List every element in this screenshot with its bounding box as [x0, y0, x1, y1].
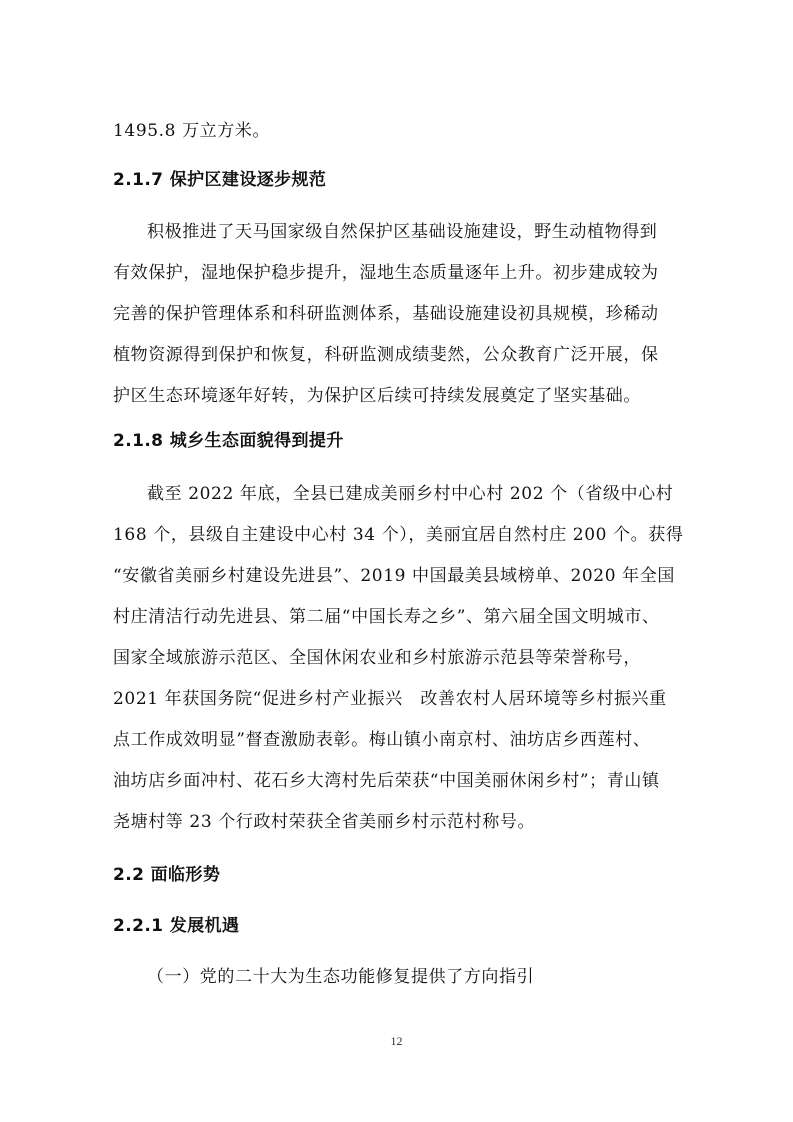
text-line: 国家全域旅游示范区、全国休闲农业和乡村旅游示范县等荣誉称号， [113, 648, 641, 668]
text-line: 积极推进了天马国家级自然保护区基础设施建设，野生动植物得到 [147, 222, 658, 242]
section-heading-2-2: 2.2 面临形势 [113, 865, 221, 885]
text-line: 植物资源得到保护和恢复，科研监测成绩斐然，公众教育广泛开展，保 [113, 345, 659, 365]
text-line: 村庄清洁行动先进县、第二届“中国长寿之乡”、第六届全国文明城市、 [113, 607, 660, 627]
text-line: “安徽省美丽乡村建设先进县”、2019 中国最美县域榜单、2020 年全国 [113, 566, 675, 586]
text-line: 有效保护，湿地保护稳步提升，湿地生态质量逐年上升。初步建成较为 [113, 263, 659, 283]
section-heading-2-1-7: 2.1.7 保护区建设逐步规范 [113, 170, 327, 190]
section-heading-2-1-8: 2.1.8 城乡生态面貌得到提升 [113, 431, 344, 451]
section-heading-2-2-1: 2.2.1 发展机遇 [113, 916, 240, 936]
text-line: 护区生态环境逐年好转，为保护区后续可持续发展奠定了坚实基础。 [113, 386, 641, 406]
page-number: 12 [390, 1034, 403, 1048]
text-line: 168 个，县级自主建设中心村 34 个），美丽宜居自然村庄 200 个。获得 [113, 525, 684, 545]
text-line: 油坊店乡面冲村、花石乡大湾村先后荣获“中国美丽休闲乡村”；青山镇 [113, 771, 660, 791]
text-line: 尧塘村等 23 个行政村荣获全省美丽乡村示范村称号。 [113, 812, 536, 832]
text-line: 截至 2022 年底，全县已建成美丽乡村中心村 202 个（省级中心村 [147, 484, 674, 504]
text-line: （一）党的二十大为生态功能修复提供了方向指引 [147, 967, 535, 987]
text-line: 完善的保护管理体系和科研监测体系，基础设施建设初具规模，珍稀动 [113, 304, 659, 324]
text-line: 点工作成效明显”督查激励表彰。梅山镇小南京村、油坊店乡西莲村、 [113, 730, 651, 750]
text-line: 1495.8 万立方米。 [113, 121, 271, 141]
text-line: 2021 年获国务院“促进乡村产业振兴 改善农村人居环境等乡村振兴重 [113, 689, 667, 709]
